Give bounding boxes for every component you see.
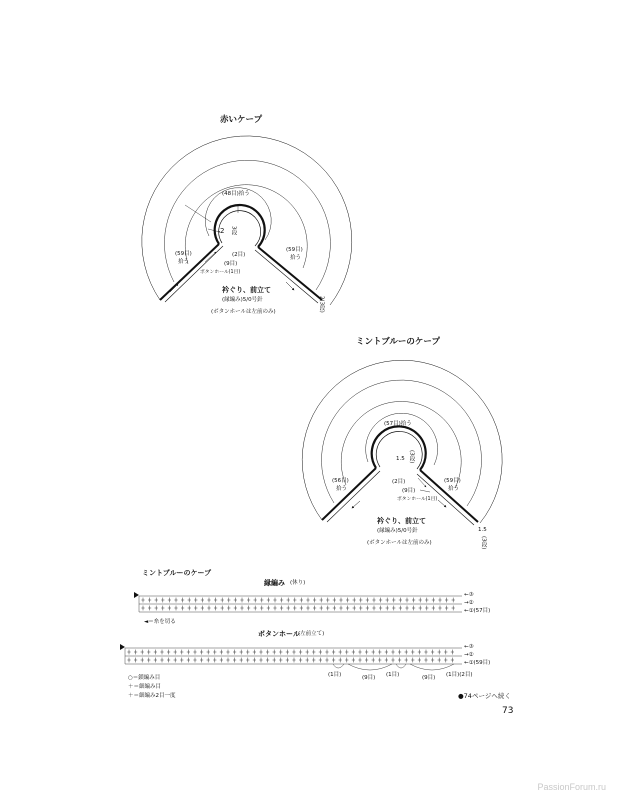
- mint-cape-ring-3: [341, 401, 461, 488]
- legend-single: ＋＝細編み目: [128, 684, 162, 690]
- red-cape-outer-arc: [142, 136, 352, 305]
- bh-stitch-1a: (1目): [328, 672, 342, 678]
- mint-cape-neck-opening-inner: [376, 431, 422, 469]
- red-cape-edge-sub: (縁編み)5/0号針: [222, 297, 263, 303]
- red-cape-edge-note: (ボタンホールは左前のみ): [211, 309, 276, 315]
- mint-cape-rows-num: 1.5: [396, 456, 405, 462]
- red-cape-rows-vertical: 3段: [230, 226, 237, 235]
- page-number: 73: [502, 706, 514, 716]
- mint-cape-edge-sub: (縁編み)5/0号針: [377, 528, 418, 534]
- bh-row-2: →②: [464, 652, 474, 658]
- mint-cape-neck-pickup: (57目)拾う: [384, 421, 412, 427]
- cut-yarn-marker-2: [120, 644, 125, 650]
- mint-cape-side-width-num: 1.5: [478, 527, 487, 533]
- bh-stitch-9b: (9目): [422, 675, 436, 681]
- red-cape-diagram: [142, 136, 352, 305]
- buttonhole-band-chart: [125, 648, 462, 664]
- bh-stitch-9a: (9目): [362, 675, 376, 681]
- cut-yarn-legend: ◄＝糸を切る: [144, 619, 176, 625]
- red-cape-title: 赤いケープ: [220, 115, 263, 125]
- watermark: PassionForum.ru: [537, 782, 606, 792]
- red-cape-right-pickup-2: 拾う: [290, 255, 302, 261]
- mint-cape-left-front: [322, 468, 376, 520]
- red-cape-buttonhole: ボタンホール(1目): [200, 270, 241, 275]
- edge-row-1: ←①(57目): [464, 608, 491, 614]
- legend-single-dec: ＋＝細編み2目一度: [128, 693, 176, 699]
- cut-yarn-marker: [134, 592, 139, 598]
- bh-stitch-1b: (1目): [386, 672, 400, 678]
- red-cape-left-pickup: (59目): [175, 251, 192, 257]
- red-cape-left-pickup-2: 拾う: [178, 259, 190, 265]
- edge-row-3: ←③: [464, 592, 474, 598]
- buttonhole-arcs: [333, 664, 454, 670]
- buttonhole-band-label: ボタンホール: [258, 630, 300, 638]
- red-cape-edge-title: 衿ぐり、前立て: [222, 286, 271, 294]
- bh-stitch-1c: (1目)(2目): [446, 672, 473, 678]
- mint-cape-two-stitches: (2目): [392, 479, 406, 485]
- edge-band-label: 縁編み: [264, 579, 285, 587]
- mint-cape-edge-title: 衿ぐり、前立て: [377, 517, 426, 525]
- mint-cape-left-pickup-2: 拾う: [336, 486, 348, 492]
- mint-cape-side-width-rows: (3段): [480, 536, 487, 550]
- edge-row-2: →②: [464, 600, 474, 606]
- red-cape-two-stitches: (2目): [232, 252, 246, 258]
- chart-section-title: ミントブルーのケープ: [142, 569, 212, 577]
- continue-note: ●74ページへ続く: [458, 692, 511, 700]
- mint-cape-rows-vertical: (3段): [408, 450, 415, 464]
- red-cape-rows-num: 2: [220, 227, 225, 235]
- bh-row-3: ←③: [464, 644, 474, 650]
- buttonhole-band-sub: (左前立て): [298, 631, 325, 637]
- mint-cape-neck-opening: [372, 426, 426, 470]
- red-cape-nine-stitches: (9目): [224, 261, 238, 267]
- mint-cape-edge-note: (ボタンホールは左前のみ): [367, 540, 432, 546]
- mint-cape-buttonhole: ボタンホール(1目): [397, 497, 438, 502]
- red-cape-neck-opening: [215, 205, 265, 247]
- red-cape-right-pickup: (59目): [286, 247, 303, 253]
- red-cape-neck-pickup: (48目)拾う: [222, 191, 250, 197]
- red-cape-ring-2: [164, 160, 330, 290]
- mint-cape-nine-stitches: (9目): [402, 488, 416, 494]
- mint-cape-right-pickup-2: 拾う: [448, 486, 460, 492]
- legend-chain: ○＝鎖編み目: [128, 675, 161, 681]
- red-cape-neck-opening-inner: [219, 211, 261, 246]
- mint-cape-right-pickup: (59目): [444, 478, 461, 484]
- bh-row-1: ←①(59目): [464, 660, 491, 666]
- mint-cape-title: ミントブルーのケープ: [356, 337, 440, 347]
- mint-cape-left-pickup: (56目): [332, 478, 349, 484]
- edge-band-label-sub: (休り): [290, 580, 306, 586]
- red-cape-side-width: 2(3段): [318, 296, 325, 313]
